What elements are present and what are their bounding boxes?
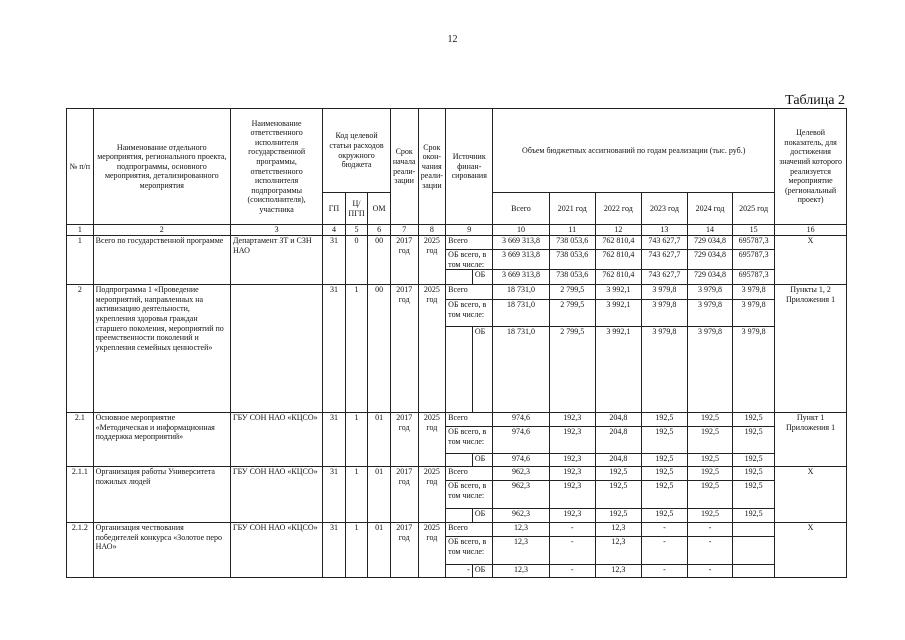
colnum: 16 <box>775 225 847 236</box>
amount-cell: 3 979,8 <box>641 300 687 327</box>
amount-cell: 12,3 <box>595 523 641 537</box>
colnum: 12 <box>595 225 641 236</box>
funding-source-sub: ОБ <box>472 327 492 413</box>
row-start: 2017 год <box>390 467 418 523</box>
funding-source-sub: ОБ <box>472 565 492 578</box>
amount-cell: 695787,3 <box>733 236 775 250</box>
amount-cell: 962,3 <box>493 467 549 481</box>
amount-cell: 192,5 <box>733 481 775 509</box>
header-2023: 2023 год <box>641 193 687 225</box>
funding-source: ОБ всего, в том числе: <box>446 427 493 454</box>
row-start: 2017 год <box>390 523 418 578</box>
amount-cell: 743 627,7 <box>641 250 687 270</box>
amount-cell: - <box>549 565 595 578</box>
amount-cell: 204,8 <box>595 454 641 467</box>
funding-source-sub: ОБ <box>472 454 492 467</box>
header-2024: 2024 год <box>687 193 732 225</box>
row-end: 2025 год <box>418 467 446 523</box>
amount-cell: 974,6 <box>493 454 549 467</box>
row-om: 01 <box>368 413 391 467</box>
amount-cell: 743 627,7 <box>641 236 687 250</box>
amount-cell: 192,5 <box>733 467 775 481</box>
row-start: 2017 год <box>390 413 418 467</box>
header-om: ОМ <box>368 193 391 225</box>
funding-source-blank <box>446 509 473 523</box>
amount-cell: 695787,3 <box>733 250 775 270</box>
row-gp: 31 <box>323 285 346 413</box>
colnum: 5 <box>345 225 368 236</box>
amount-cell: 3 979,8 <box>687 285 732 300</box>
funding-source-blank <box>446 327 473 413</box>
row-gp: 31 <box>323 236 346 285</box>
amount-cell: 18 731,0 <box>493 285 549 300</box>
amount-cell: 192,5 <box>733 427 775 454</box>
amount-cell: 192,5 <box>595 467 641 481</box>
amount-cell <box>733 523 775 537</box>
funding-source: ОБ всего, в том числе: <box>446 481 493 509</box>
header-total: Всего <box>493 193 549 225</box>
amount-cell: 738 053,6 <box>549 236 595 250</box>
amount-cell: 3 979,8 <box>733 300 775 327</box>
header-volume: Объем бюджетных ассигнований по годам реализации (тыс. руб.) <box>493 109 775 193</box>
header-2021: 2021 год <box>549 193 595 225</box>
amount-cell: 192,5 <box>733 509 775 523</box>
amount-cell: 192,5 <box>595 481 641 509</box>
row-pgp: 1 <box>345 467 368 523</box>
amount-cell: 3 979,8 <box>687 327 732 413</box>
amount-cell: 3 992,1 <box>595 327 641 413</box>
amount-cell: 192,3 <box>549 467 595 481</box>
amount-cell: 974,6 <box>493 413 549 427</box>
amount-cell: 729 034,8 <box>687 270 732 285</box>
header-end: Срок окон-чания реали-зации <box>418 109 446 225</box>
amount-cell: 192,5 <box>687 454 732 467</box>
row-responsible: ГБУ СОН НАО «КЦСО» <box>230 523 322 578</box>
row-om: 00 <box>368 285 391 413</box>
row-end: 2025 год <box>418 236 446 285</box>
row-number: 2 <box>67 285 94 413</box>
colnum: 3 <box>230 225 322 236</box>
header-start: Срок начала реали-зации <box>390 109 418 225</box>
amount-cell: 738 053,6 <box>549 270 595 285</box>
amount-cell: 192,5 <box>687 467 732 481</box>
amount-cell: 192,5 <box>641 454 687 467</box>
row-gp: 31 <box>323 413 346 467</box>
amount-cell: 3 669 313,8 <box>493 270 549 285</box>
amount-cell: 3 979,8 <box>641 327 687 413</box>
amount-cell: 12,3 <box>595 565 641 578</box>
row-end: 2025 год <box>418 523 446 578</box>
page-number: 12 <box>447 34 458 45</box>
row-indicator: Х <box>775 467 847 523</box>
amount-cell: 12,3 <box>493 537 549 565</box>
row-om: 00 <box>368 236 391 285</box>
row-name: Организация чествования победителей конкурса «Золотое перо НАО» <box>93 523 230 578</box>
row-indicator: Пункты 1, 2 Приложения 1 <box>775 285 847 413</box>
amount-cell: 192,5 <box>641 509 687 523</box>
amount-cell: 962,3 <box>493 509 549 523</box>
header-source: Источник финан-сирования <box>446 109 493 225</box>
amount-cell: - <box>687 537 732 565</box>
row-om: 01 <box>368 467 391 523</box>
funding-source: Всего <box>446 236 493 250</box>
funding-source-blank <box>446 270 473 285</box>
table-row <box>67 467 847 481</box>
row-indicator: Х <box>775 523 847 578</box>
amount-cell: 762 810,4 <box>595 250 641 270</box>
amount-cell: 204,8 <box>595 413 641 427</box>
amount-cell: 743 627,7 <box>641 270 687 285</box>
funding-source-sub: ОБ <box>472 509 492 523</box>
header-pgp: Ц/ ПГП <box>345 193 368 225</box>
colnum: 4 <box>323 225 346 236</box>
amount-cell: - <box>641 523 687 537</box>
amount-cell: 12,3 <box>493 523 549 537</box>
amount-cell: 738 053,6 <box>549 250 595 270</box>
row-indicator: Пункт 1 Приложения 1 <box>775 413 847 467</box>
funding-source: Всего <box>446 285 493 300</box>
funding-source: Всего <box>446 523 493 537</box>
funding-source: ОБ всего, в том числе: <box>446 300 493 327</box>
amount-cell: 974,6 <box>493 427 549 454</box>
amount-cell: 192,5 <box>595 509 641 523</box>
header-gp: ГП <box>323 193 346 225</box>
amount-cell: 192,5 <box>641 427 687 454</box>
table-row <box>67 413 847 427</box>
amount-cell: 762 810,4 <box>595 270 641 285</box>
amount-cell: 192,5 <box>687 481 732 509</box>
header-responsible: Наименование ответственного исполнителя государственной программы, ответственного исполнителя подпрограммы (соисполнителя), участника <box>230 109 322 225</box>
row-name: Основное мероприятие «Методическая и информационная поддержка мероприятий» <box>93 413 230 467</box>
funding-source: Всего <box>446 413 493 427</box>
row-responsible: ГБУ СОН НАО «КЦСО» <box>230 413 322 467</box>
colnum: 15 <box>733 225 775 236</box>
colnum: 13 <box>641 225 687 236</box>
funding-source-blank <box>446 454 473 467</box>
colnum: 14 <box>687 225 732 236</box>
funding-source: ОБ всего, в том числе: <box>446 537 493 565</box>
row-responsible <box>230 285 322 413</box>
table-row <box>67 236 847 250</box>
funding-source-blank: - <box>446 565 473 578</box>
amount-cell: 3 669 313,8 <box>493 236 549 250</box>
row-number: 2.1 <box>67 413 94 467</box>
table-row <box>67 285 847 300</box>
amount-cell: 2 799,5 <box>549 285 595 300</box>
table-row <box>67 523 847 537</box>
amount-cell: 729 034,8 <box>687 236 732 250</box>
row-name: Подпрограмма 1 «Проведение мероприятий, направленных на активизацию деятельности, укрепления здоровья граждан старшего поколения, мероприятий по преемственности поколений и укрепления семейных ценностей» <box>93 285 230 413</box>
header-indicator: Целевой показатель, для достижения значений которого реализуется мероприятие (региональный проект) <box>775 109 847 225</box>
row-end: 2025 год <box>418 285 446 413</box>
row-indicator: Х <box>775 236 847 285</box>
header-code: Код целевой статьи расходов окружного бюджета <box>323 109 391 193</box>
amount-cell: 3 669 313,8 <box>493 250 549 270</box>
row-responsible: ГБУ СОН НАО «КЦСО» <box>230 467 322 523</box>
row-pgp: 1 <box>345 523 368 578</box>
amount-cell: 192,3 <box>549 454 595 467</box>
amount-cell: 962,3 <box>493 481 549 509</box>
colnum: 2 <box>93 225 230 236</box>
header-name: Наименование отдельного мероприятия, регионального проекта, подпрограммы, основного мероприятия, детализированного мероприятия <box>93 109 230 225</box>
row-gp: 31 <box>323 523 346 578</box>
amount-cell: - <box>641 537 687 565</box>
colnum: 10 <box>493 225 549 236</box>
amount-cell: 192,3 <box>549 509 595 523</box>
amount-cell: 12,3 <box>595 537 641 565</box>
amount-cell: 192,5 <box>641 467 687 481</box>
header-2022: 2022 год <box>595 193 641 225</box>
colnum: 6 <box>368 225 391 236</box>
amount-cell: 3 979,8 <box>641 285 687 300</box>
row-pgp: 1 <box>345 285 368 413</box>
amount-cell: - <box>549 537 595 565</box>
colnum: 11 <box>549 225 595 236</box>
amount-cell: 3 992,1 <box>595 285 641 300</box>
amount-cell: 18 731,0 <box>493 327 549 413</box>
funding-source: Всего <box>446 467 493 481</box>
amount-cell: 192,3 <box>549 427 595 454</box>
amount-cell: 762 810,4 <box>595 236 641 250</box>
table-caption: Таблица 2 <box>785 93 845 108</box>
amount-cell: 3 979,8 <box>687 300 732 327</box>
header-2025: 2025 год <box>733 193 775 225</box>
amount-cell: 2 799,5 <box>549 300 595 327</box>
colnum: 9 <box>446 225 493 236</box>
amount-cell: 3 992,1 <box>595 300 641 327</box>
amount-cell: 192,5 <box>733 413 775 427</box>
amount-cell: 3 979,8 <box>733 327 775 413</box>
budget-table <box>66 108 847 578</box>
funding-source-sub: ОБ <box>472 270 492 285</box>
row-number: 2.1.2 <box>67 523 94 578</box>
row-end: 2025 год <box>418 413 446 467</box>
row-name: Всего по государственной программе <box>93 236 230 285</box>
amount-cell: 192,5 <box>687 427 732 454</box>
amount-cell: 204,8 <box>595 427 641 454</box>
colnum: 1 <box>67 225 94 236</box>
amount-cell <box>733 565 775 578</box>
row-pgp: 1 <box>345 413 368 467</box>
row-pgp: 0 <box>345 236 368 285</box>
row-gp: 31 <box>323 467 346 523</box>
amount-cell: 192,3 <box>549 413 595 427</box>
row-responsible: Департамент ЗТ и СЗН НАО <box>230 236 322 285</box>
amount-cell: 192,5 <box>733 454 775 467</box>
amount-cell: 192,5 <box>687 509 732 523</box>
row-start: 2017 год <box>390 236 418 285</box>
amount-cell: 192,3 <box>549 481 595 509</box>
row-name: Организация работы Университета пожилых людей <box>93 467 230 523</box>
row-om: 01 <box>368 523 391 578</box>
amount-cell: - <box>687 523 732 537</box>
amount-cell: - <box>687 565 732 578</box>
funding-source: ОБ всего, в том числе: <box>446 250 493 270</box>
amount-cell: 695787,3 <box>733 270 775 285</box>
amount-cell: 12,3 <box>493 565 549 578</box>
amount-cell: 2 799,5 <box>549 327 595 413</box>
amount-cell: 192,5 <box>641 413 687 427</box>
colnum: 7 <box>390 225 418 236</box>
amount-cell: 192,5 <box>687 413 732 427</box>
header-num: № п/п <box>67 109 94 225</box>
colnum: 8 <box>418 225 446 236</box>
table-body <box>67 236 847 578</box>
column-numbers-row <box>67 225 847 236</box>
amount-cell: 729 034,8 <box>687 250 732 270</box>
row-start: 2017 год <box>390 285 418 413</box>
amount-cell: - <box>641 565 687 578</box>
amount-cell: 192,5 <box>641 481 687 509</box>
amount-cell: 18 731,0 <box>493 300 549 327</box>
row-number: 2.1.1 <box>67 467 94 523</box>
amount-cell <box>733 537 775 565</box>
amount-cell: - <box>549 523 595 537</box>
amount-cell: 3 979,8 <box>733 285 775 300</box>
row-number: 1 <box>67 236 94 285</box>
